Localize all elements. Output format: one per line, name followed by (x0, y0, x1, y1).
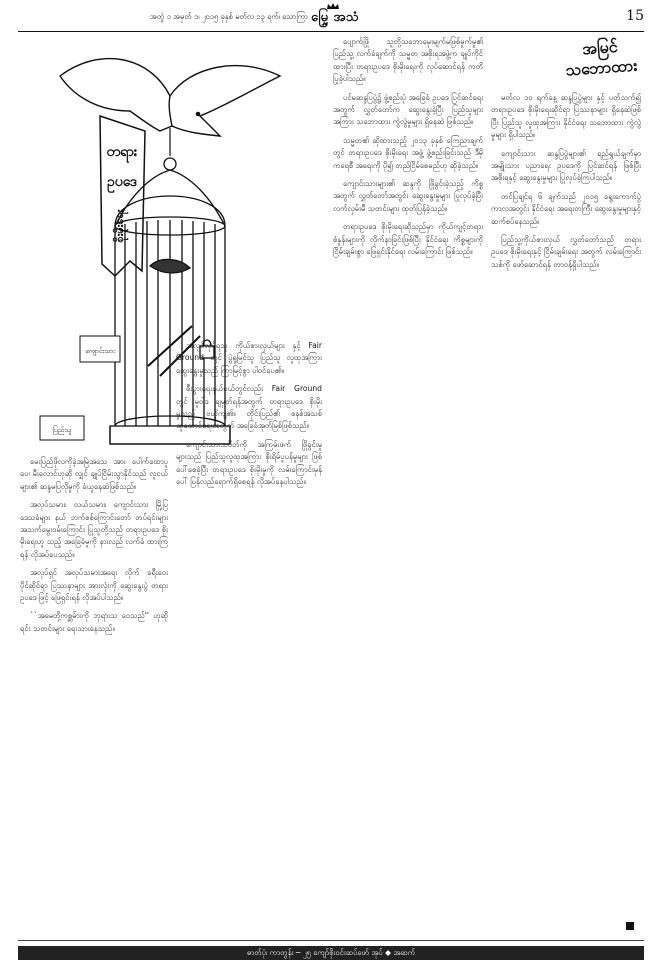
article-title-line-2: သဘောထား (564, 55, 638, 80)
dove-icon (60, 59, 280, 136)
law-banner (100, 116, 145, 276)
paragraph: ကျောင်းသား ဆန္ဒပြပွဲများ၏ ရည်ရွယ်ချက်မှာ အမျိုးသား ပညာရေး ဥပဒေကို ပြင်ဆင်ရန် ဖြစ်ပြီး အစိုးရနှင့် ဆွေးနွေးမှုများ ပြုလုပ်ခဲ့ကြပါသည်။ (491, 148, 641, 183)
paragraph: ပျောက်ဖြို သူတို့သဘောမှေးမျက်မဖြစ်မှုက်မှု၏ ပြည်သူ့ လက်ခံချက်ကို သမ္မတ အစိုးရအဖွဲ့က ချုပ်ကိုင်ထားပြီး တရားဥပဒေ စိုးမိုးရေးကို လုပ်ဆောင်ရန် ကတိပြုခဲ့ပါသည်။ (333, 37, 483, 84)
masthead: မြှေ့ အသံ (311, 9, 359, 25)
article-column-2 (176, 340, 322, 926)
cage-tag (80, 336, 120, 362)
banner-text-2: ဥပဒေ (106, 174, 138, 190)
article-column-3 (333, 36, 483, 926)
cage-tag-text: ကျောင်းသား (85, 347, 115, 355)
person-tag-text: ပြည်သူ (52, 426, 72, 434)
header-divider (18, 31, 644, 32)
paragraph: အလုပ်သမား၊ လယ်သမား၊ ကျောင်းသား မြို့ပြဒေသခံများ နယ် ဘက်စစ်ကြောင်းတော် တပ်ရင်းများ အသက်မွေးဝမ်းကြောင်း ပြုသူတို့သည် တရားဥပဒေ စိုးမိုးရေးဟူ သည့် အခြေခံမူကို နားလည် လက်ခံ ထားကြရန် လိုအပ်ပေသည်။ (20, 500, 168, 559)
banner-text-1: တရား (106, 144, 138, 160)
issue-meta: အတွဲ ၁ အမှတ် ၁၊ ၂၀၁၅ ခုနှစ် မတ်လ ၁၃ ရက်၊ သောကြာ (150, 12, 309, 21)
article-title-line-1: အမြင် (581, 36, 619, 59)
paragraph: မေးပြည်ဖိုလကိုခဲ့အမြဲအသေ အား ပေါက်ထောပူပေ၊ မီးလောင်ဟုဆို လျှင် ချုပ်ငြိမ်းသွာနိုင်သည် လူငယ်များ၏ ဆန္ဒမပြလိုမှုကို ခံယူနေဆဲဖြစ်သည်။ (20, 457, 168, 491)
paragraph: သမ္မတ၏ ဆိုထားသည့် ၂၀၁၃ ခုနှစ် ကြေညာချက်တွင် တရားဥပဒေ စိုးမိုးရေး အဖွဲ့ ဖွဲ့စည်းခြင်းသည် ဒီမိုကရေစီ အရေးကို ပို၍ တည်ငြိမ်စေမည်ဟု ဆိုခဲ့သည်။ (333, 135, 483, 170)
paragraph: တင်ပြချင်ရ ၆ ချက်သည် ၂၀၁၅ ရွေးကောက်ပွဲ ကာလအတွင်း နိုင်ငံရေး အရေးတကြီး ဆွေးနွေးမှုများနှင့် ဆက်စပ်နေသည်။ (491, 191, 641, 226)
paragraph: ကျောင်းသားများ၏ ဆန္ဒကို ဖြိုခွင်းခဲ့သည့် ကိစ္စအတွက် လွှတ်တော်အတွင်း ဆွေးနွေးမှုများ ပြုလုပ်ခဲ့ပြီး လက်လှမ်းမီ သတင်းများ ထုတ်ပြန်ခဲ့သည်။ (333, 179, 483, 213)
page-number: 15 (626, 8, 644, 24)
article-end-mark (626, 922, 634, 930)
paragraph: အလုပ်ရှင် အလုပ်သမားအရေး လိုက် ခရီးဝေးပိုင်ဆိုင်ရာ ပြဿနာများ အားလုံးကို ဆွေးနွေးပွဲ တရားဥပဒေ ဖြင့် ဖြေရှင်းရန် လိုအပ်ပါသည်။ (20, 568, 168, 603)
paragraph: စီးပွားရေးနယ်ပယ်တွင်လည်း Fair Ground တွင် မူဝါဒ ချမှတ်ရန်အတွက် တရားဥပဒေ စိုးမိုးမှုသည် ဗဟိုကျ၏။ တိုင်းပြည်၏ စနစ်အသစ် ထူထောင်ရေးအတွက် အခြေခံအုတ်မြစ်ဖြစ်သည်။ (176, 384, 322, 431)
article-title (553, 35, 648, 89)
paragraph: အလုပ်လုပ်ရသူ ကိုယ်စားလှယ်များ နှင့် Fair Ground တွင် ပွဲရှုမြင်သူ ပြည်သူ လူထုအကြား ဆွေးနွေးမှုသည် ကြာမြင့်စွာ ပါဝင်ပေ၏။ (176, 341, 322, 375)
banner-text-3: စိုးမိုးရေး (113, 209, 126, 243)
section-divider (18, 940, 644, 941)
paragraph: ``အမေတို့ကစ္ဆမ်ားကို ဘုရားသ ဝေသည်'' ဟုဆိုရင်း သတင်းများ ရေးသားနေသည်။ (20, 611, 168, 633)
bottom-banner: ဓာတ်ပုံ၊ ကာတွန်း ─ ၂၅ ကျော်စိုးဝင်းဆပ်ဖော် အုပ် ◆ အဆက် (18, 946, 644, 960)
paragraph: မတ်လ ၁၀ ရက်နေ့ ဆန္ဒပြပွဲများ နှင့် ပတ်သက်၍ တရားဥပဒေ စိုးမိုးရေးဆိုင်ရာ ပြဿနာများ ရှိနေဆဲဖြစ်ပြီး ပြည်သူ လူထုအကြား နိုင်ငံရေး သဘောထား ကွဲလွဲမှုများ ရှိပါသည်။ (491, 93, 641, 140)
paragraph: တရားဥပဒေ စိုးမိုးရေးဆိုသည်မှာ ကိုယ်ကျင့်တရား စံနှုန်းများကို လိုက်နာခြင်းဖြစ်ပြီး နိုင်ငံရေး ကိစ္စများကို ငြိမ်းချမ်းစွာ ဖြေရှင်းနိုင်ရေး လမ်းကြောင်း ဖြစ်သည်။ (333, 222, 483, 257)
person-tag (40, 416, 84, 440)
paragraph: ပင်မဆန္ဒပြပွဲ၌ ဖွဲ့စည်းပုံ အခြေခံ ဥပဒေ ပြင်ဆင်ရေး အတွက် လွှတ်တော်က ဆွေးနွေးခဲ့ပြီး ပြည်သူများ အကြား သဘောထား ကွဲလွဲမှုများ ရှိနေဆဲ ဖြစ်သည်။ (333, 92, 483, 127)
article-column-1 (20, 456, 168, 926)
paragraph: ပြည်သူ့ကိုယ်စားလှယ် လွှတ်တော်သည် တရားဥပဒေ စိုးမိုးရေးနှင့် ငြိမ်းချမ်းရေး အတွက် လမ်းကြောင်းသစ်ကို ဖော်ဆောင်ရန် တာဝန်ရှိပါသည်။ (491, 235, 641, 269)
paragraph: ကျောင်းသားသပိတ်ကို အကြမ်းဖက် ဖြိုခွင်းမှုများသည် ပြည်သူလူထုအကြား စိုးရိမ်ပူပန်မှုများ ဖြစ်ပေါ်စေခဲ့ပြီး တရားဥပဒေ စိုးမိုးမှုကို လမ်းကြောင်းမှန်ပေါ် ပြန်လည်ရောက်ရှိစေရန် လိုအပ်နေပါသည်။ (176, 439, 322, 487)
article-column-4 (491, 92, 641, 926)
